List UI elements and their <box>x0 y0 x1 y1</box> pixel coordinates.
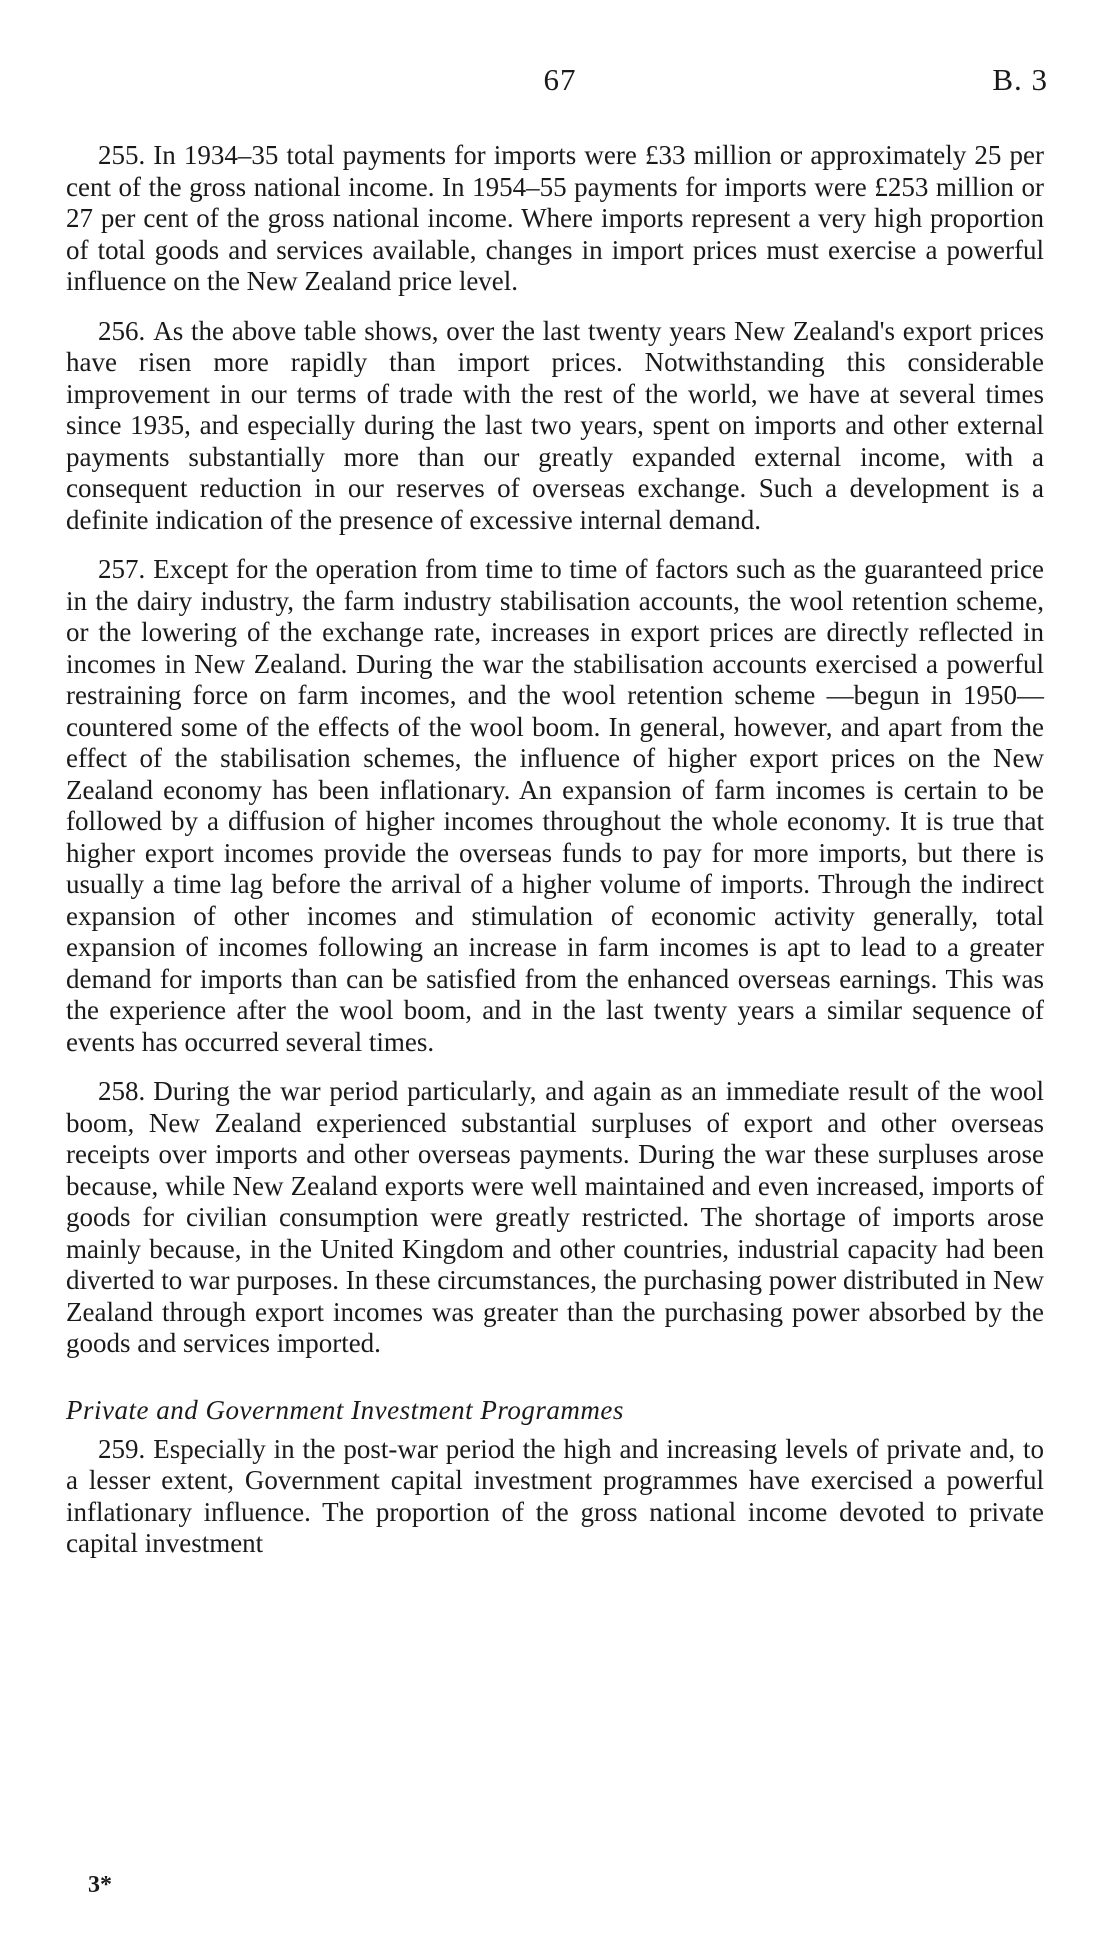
paragraph-text: During the war period particularly, and again as an immediate result of the wool boom, New Zealand experienced substantial surpluses of export and other overseas receipts over imports and other overseas payments. During the war these surpluses arose because, while New Zealand exports were well maintained and even increased, imports of goods for civilian consumption were greatly restricted. The shortage of imports arose mainly because, in the United Kingdom and other countries, industrial capacity had been diverted to war purposes. In these circumstances, the purchasing power distributed in New Zealand through export incomes was greater than the purchasing power absorbed by the goods and services imported. <box>66 1076 1044 1358</box>
paragraph-257 <box>66 554 1044 1058</box>
paragraph-text: As the above table shows, over the last twenty years New Zealand's export prices have risen more rapidly than import prices. Notwithstanding this considerable improvement in our terms of trade with the rest of the world, we have at several times since 1935, and especially during the last two years, spent on imports and other external payments substantially more than our greatly expanded external income, with a consequent reduction in our reserves of overseas exchange. Such a development is a definite indication of the presence of excessive internal demand. <box>66 315 1044 535</box>
section-heading: Private and Government Investment Programmes <box>66 1394 624 1425</box>
paragraph-258 <box>66 1076 1044 1360</box>
signature-mark: 3* <box>88 1872 112 1898</box>
paragraph-number: 256. <box>98 315 146 346</box>
document-code: B. 3 <box>992 62 1048 97</box>
body-text <box>66 140 1044 1578</box>
paragraph-259 <box>66 1434 1044 1560</box>
paragraph-text: Except for the operation from time to time of factors such as the guaranteed price in the dairy industry, the farm industry stabilisation accounts, the wool retention scheme, or the lowering of the exchange rate, increases in export prices are directly reflected in incomes in New Zealand. During the war the stabilisation accounts exercised a powerful restraining force on farm incomes, and the wool retention scheme —begun in 1950—countered some of the effects of the wool boom. In general, however, and apart from the effect of the stabilisation schemes, the influence of higher export prices on the New Zealand economy has been inflationary. An expansion of farm incomes is certain to be followed by a diffusion of higher incomes throughout the whole economy. It is true that higher export incomes provide the overseas funds to pay for more imports, but there is usually a time lag before the arrival of a higher volume of imports. Through the indirect expansion of other incomes and stimulation of economic activity generally, total expansion of incomes following an increase in farm incomes is apt to lead to a greater demand for imports than can be satisfied from the enhanced overseas earnings. This was the experience after the wool boom, and in the last twenty years a similar sequence of events has occurred several times. <box>66 554 1044 1057</box>
paragraph-text: Especially in the post-war period the high and increasing levels of private and, to a lesser extent, Government capital investment programmes have exercised a powerful inflationary influence. The proportion of the gross national income devoted to private capital investment <box>66 1433 1044 1558</box>
paragraph-number: 257. <box>98 554 146 584</box>
paragraph-number: 255. <box>98 140 146 170</box>
paragraph-number: 258. <box>98 1076 146 1106</box>
paragraph-number: 259. <box>98 1433 146 1464</box>
page-number: 67 <box>543 62 577 97</box>
paragraph-text: In 1934–35 total payments for imports were £33 million or approximately 25 per cent of the gross national income. In 1954–55 payments for imports were £253 million or 27 per cent of the gross national income. Where imports represent a very high proportion of total goods and services available, changes in import prices must exercise a powerful influence on the New Zealand price level. <box>66 140 1044 296</box>
paragraph-256 <box>66 316 1044 537</box>
paragraph-255 <box>66 140 1044 298</box>
